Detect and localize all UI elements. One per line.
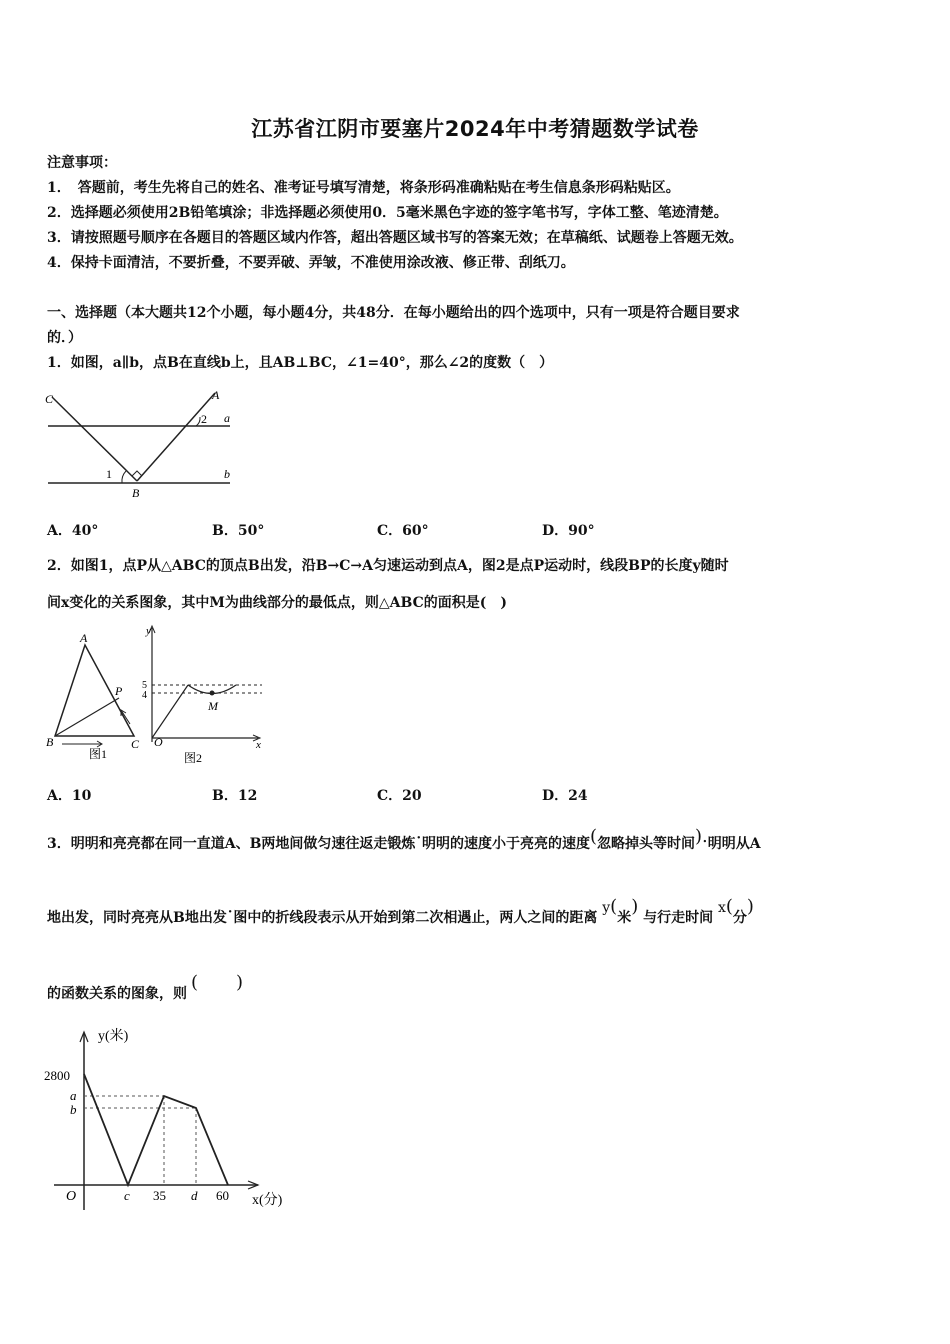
label-angle-2: 2 xyxy=(201,412,207,426)
q3-x-symbol: x xyxy=(717,900,726,916)
q2-option-d[interactable]: D．24 xyxy=(542,788,588,804)
note-item: 4．保持卡面清洁，不要折叠，不要弄破、弄皱，不准使用涂改液、修正带、刮纸刀。 xyxy=(47,255,575,271)
q3-y-label: y(米) xyxy=(98,1029,129,1044)
q3-text: 与行走时间 xyxy=(643,910,714,926)
q1-option-d[interactable]: D．90° xyxy=(542,523,595,539)
notes-heading: 注意事项： xyxy=(47,155,117,171)
q3-y-symbol: y xyxy=(602,900,611,916)
section-heading: 一、选择题（本大题共12个小题，每小题4分，共48分．在每小题给出的四个选项中，只有一项是符合题目要求 xyxy=(47,305,740,321)
q3-x-unit: 分 xyxy=(732,910,747,926)
section-heading-cont: 的．） xyxy=(47,330,82,346)
q3-text: 忽略掉头等时间 xyxy=(597,836,695,852)
note-item: 3．请按照题号顺序在各题目的答题区域内作答，超出答题区域书写的答案无效；在草稿纸、试题卷上答题无效。 xyxy=(47,230,743,246)
angle-2-arc xyxy=(196,417,200,426)
fig1-caption: 图1 xyxy=(89,747,108,761)
q2-figure-2 xyxy=(140,622,270,768)
q2-option-b[interactable]: B．12 xyxy=(212,788,258,804)
point-m xyxy=(210,691,215,696)
fig2-tick-4: 4 xyxy=(142,690,147,701)
q1-figure xyxy=(40,385,240,500)
fig1-label-a: A xyxy=(80,631,88,645)
label-b-line: b xyxy=(224,467,230,481)
q2-figure-1 xyxy=(42,628,152,768)
fig2-tick-5: 5 xyxy=(142,680,147,691)
q2-option-a[interactable]: A．10 xyxy=(47,788,92,804)
label-a-line: a xyxy=(224,411,230,425)
segment-cb xyxy=(52,397,137,481)
fig2-label-x: x xyxy=(256,739,261,751)
q3-text: 明明从A xyxy=(707,836,761,852)
q2-option-c[interactable]: C．20 xyxy=(377,788,422,804)
fig1-label-p: P xyxy=(115,684,123,698)
q3-y-unit: 米 xyxy=(617,910,632,926)
label-a-point: A xyxy=(212,388,220,402)
q3-x-label: x(分) xyxy=(252,1193,283,1208)
q3-tick-35: 35 xyxy=(153,1188,166,1203)
fig2-label-y: y xyxy=(146,625,151,637)
note-item: 2．选择题必须使用2B铅笔填涂；非选择题必须使用0．5毫米黑色字迹的签字笔书写，字体工整、笔迹清楚。 xyxy=(47,205,728,221)
q1-option-c[interactable]: C．60° xyxy=(377,523,429,539)
q3-text: 3．明明和亮亮都在同一直道A、B两地间做匀速往返走锻炼 xyxy=(47,836,416,852)
q3-polyline xyxy=(84,1074,228,1185)
q3-tick-a: a xyxy=(70,1088,77,1103)
fig2-label-o: O xyxy=(154,735,163,749)
q3-origin: O xyxy=(66,1189,77,1204)
q3-tick-d: d xyxy=(191,1188,198,1203)
q3-text: 地出发，同时亮亮从B地出发 xyxy=(47,910,227,926)
q3-text: 的函数关系的图象，则 xyxy=(47,986,187,1002)
question-3-line1: 3．明明和亮亮都在同一直道A、B两地间做匀速往返走锻炼·明明的速度小于亮亮的速度(忽略掉头等时间).明明从A xyxy=(47,826,761,852)
fig2-label-m: M xyxy=(208,699,218,713)
q3-text: 图中的折线段表示从开始到第二次相遇止，两人之间的距离 xyxy=(233,910,598,926)
page-title: 江苏省江阴市要塞片2024年中考猜题数学试卷 xyxy=(251,117,699,141)
question-3-line2: 地出发，同时亮亮从B地出发·图中的折线段表示从开始到第二次相遇止，两人之间的距离 y(米) 与行走时间 x(分) xyxy=(47,896,754,926)
question-2-line1: 2．如图1，点P从△ABC的顶点B出发，沿B→C→A匀速运动到点A，图2是点P运动时，线段BP的长度y随时 xyxy=(47,558,729,574)
label-angle-1: 1 xyxy=(106,467,112,481)
fig1-label-c: C xyxy=(131,737,140,751)
segment-ba xyxy=(137,393,215,481)
fig2-caption: 图2 xyxy=(184,751,203,765)
label-c: C xyxy=(45,392,54,406)
q3-tick-60: 60 xyxy=(216,1188,229,1203)
q1-option-a[interactable]: A．40° xyxy=(47,523,99,539)
note-item: 1． 答题前，考生先将自己的姓名、准考证号填写清楚，将条形码准确粘贴在考生信息条形码粘贴区。 xyxy=(47,180,680,196)
label-b-point: B xyxy=(132,486,140,500)
fig1-label-b: B xyxy=(46,735,54,749)
right-angle-mark xyxy=(132,471,142,476)
q3-tick-b: b xyxy=(70,1102,77,1117)
arrow-ca xyxy=(121,710,130,724)
q3-graph xyxy=(40,1022,310,1222)
angle-1-arc xyxy=(122,471,126,483)
q3-tick-c: c xyxy=(124,1188,130,1203)
q3-text: 明明的速度小于亮亮的速度 xyxy=(421,836,590,852)
q3-tick-2800: 2800 xyxy=(44,1068,70,1083)
question-3-line3: 的函数关系的图象，则( ) xyxy=(47,972,244,1002)
question-2-line2: 间x变化的关系图象，其中M为曲线部分的最低点，则△ABC的面积是( ) xyxy=(47,595,507,611)
question-1-text: 1．如图，a∥b，点B在直线b上，且AB⊥BC，∠1=40°，那么∠2的度数（ ） xyxy=(47,355,554,371)
segment-bp xyxy=(55,698,119,736)
q1-option-b[interactable]: B．50° xyxy=(212,523,265,539)
